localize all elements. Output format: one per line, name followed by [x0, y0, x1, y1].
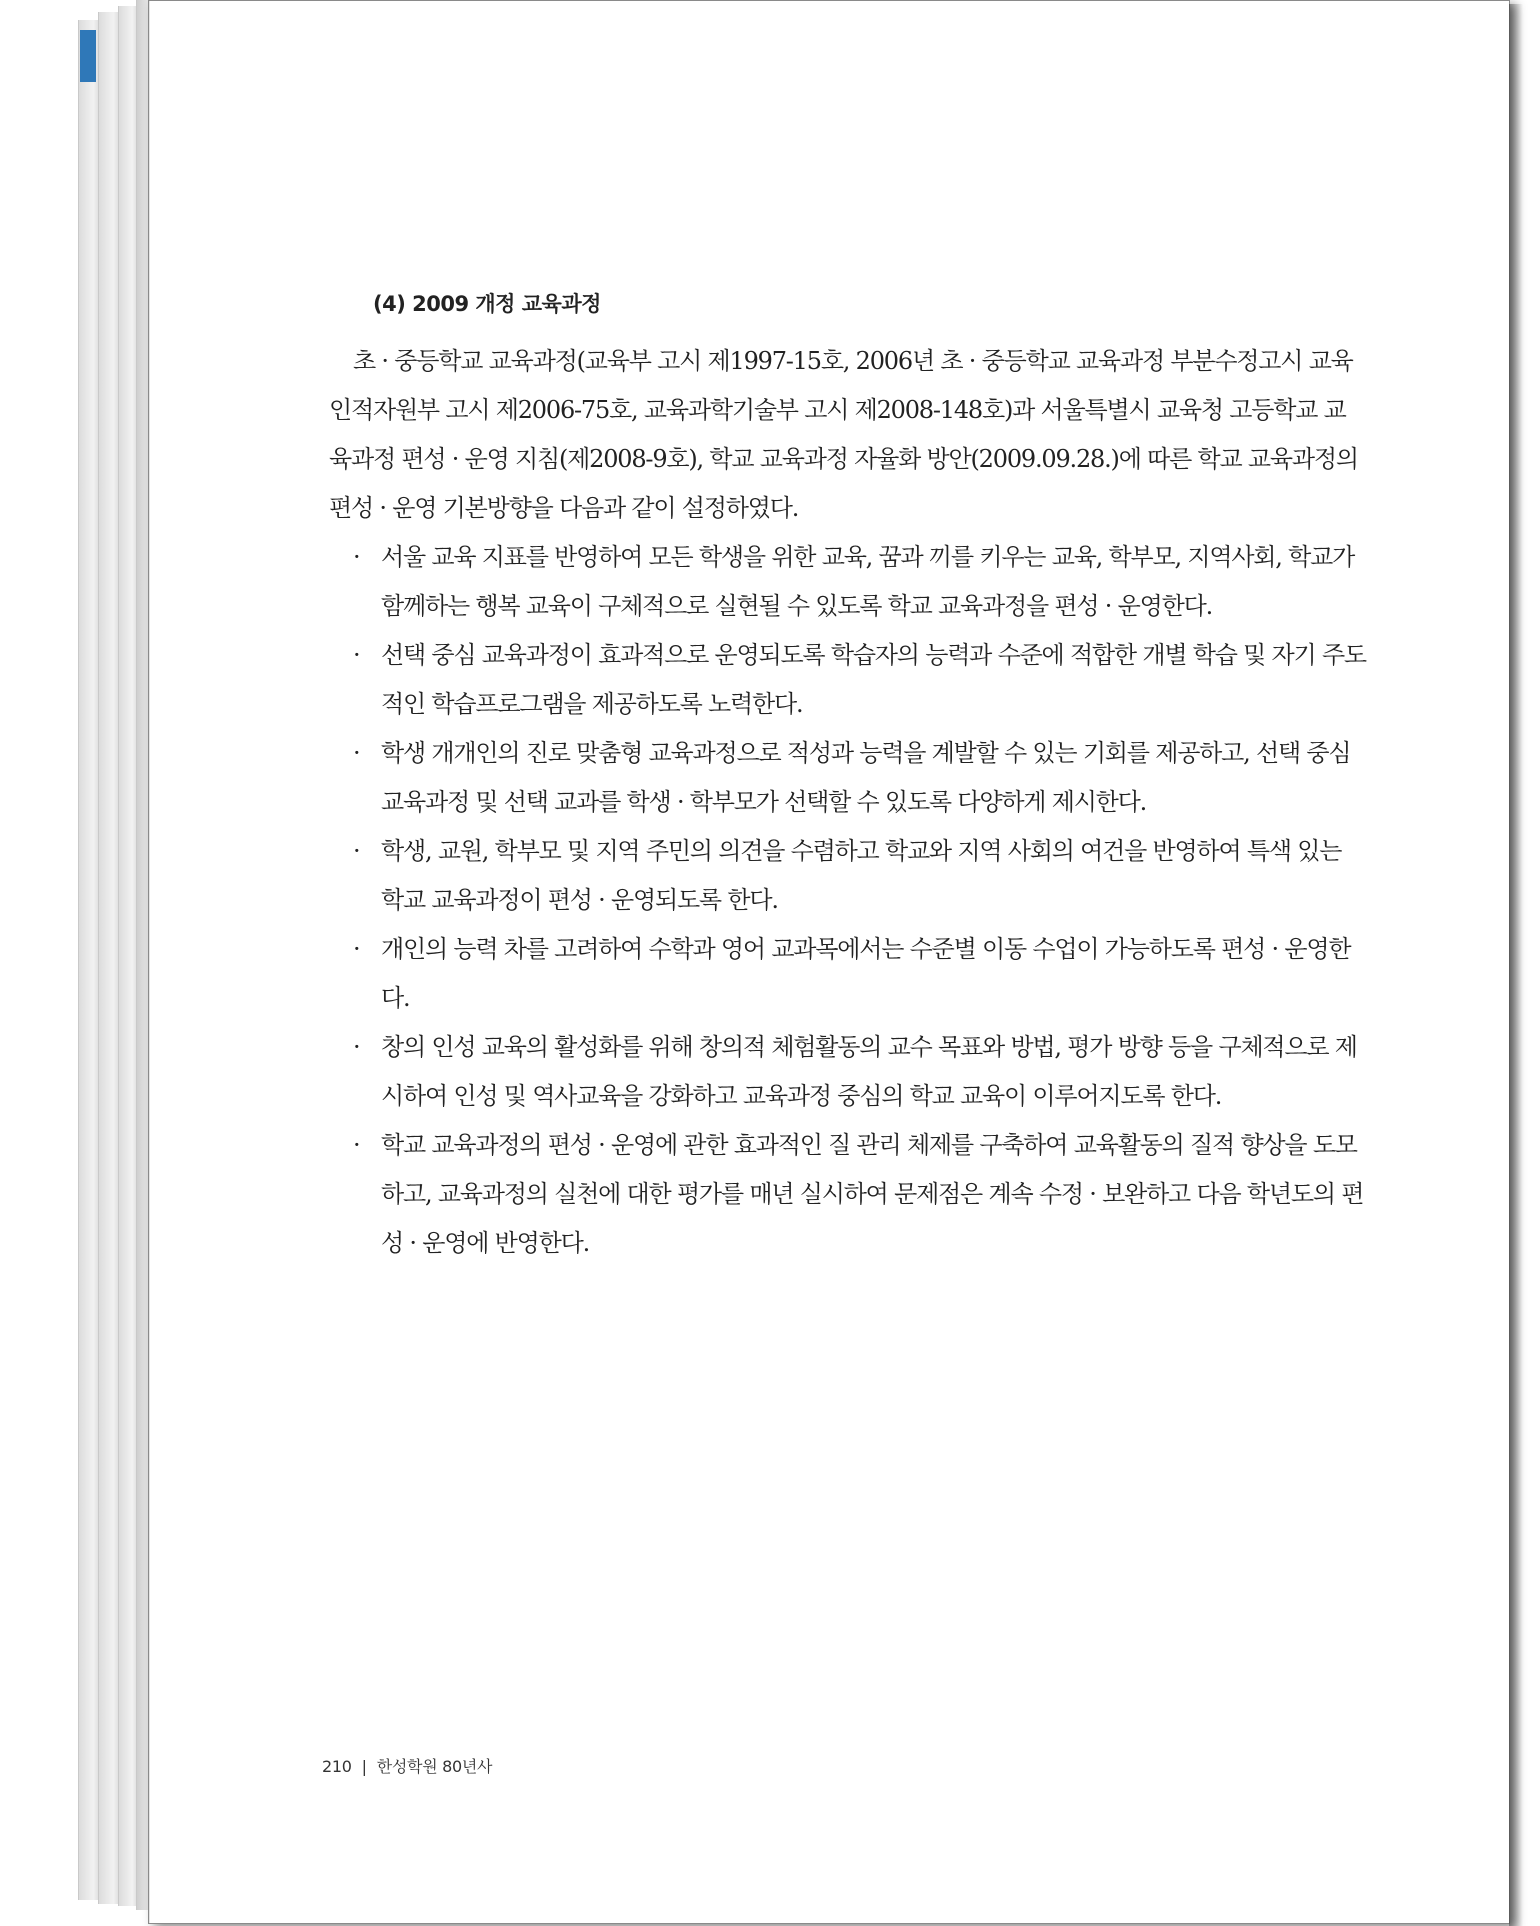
- book-title: 한성학원 80년사: [376, 1757, 493, 1776]
- chapter-tab-marker: [80, 30, 96, 82]
- bullet-marker: ·: [353, 837, 360, 865]
- bullet-item: [329, 631, 1369, 729]
- bullet-text: 개인의 능력 차를 고려하여 수학과 영어 교과목에서는 수준별 이동 수업이 가능하도록 편성 · 운영한다.: [381, 935, 1351, 1012]
- bullet-text: 학생, 교원, 학부모 및 지역 주민의 의견을 수렴하고 학교와 지역 사회의 여건을 반영하여 특색 있는 학교 교육과정이 편성 · 운영되도록 한다.: [381, 837, 1342, 914]
- bullet-marker: ·: [353, 739, 360, 767]
- bullet-marker: ·: [353, 1033, 360, 1061]
- bullet-text: 학교 교육과정의 편성 · 운영에 관한 효과적인 질 관리 체제를 구축하여 교육활동의 질적 향상을 도모하고, 교육과정의 실천에 대한 평가를 매년 실시하여 문제점은 계속 수정 · 보완하고 다음 학년도의 편성 · 운영에 반영한다.: [381, 1131, 1364, 1257]
- bullet-marker: ·: [353, 543, 360, 571]
- page-content: [329, 289, 1509, 1268]
- bullet-text: 학생 개개인의 진로 맞춤형 교육과정으로 적성과 능력을 계발할 수 있는 기회를 제공하고, 선택 중심 교육과정 및 선택 교과를 학생 · 학부모가 선택할 수 있도록 다양하게 제시한다.: [381, 739, 1351, 816]
- bullet-item: [329, 925, 1369, 1023]
- page-footer: [322, 1754, 492, 1777]
- bullet-text: 서울 교육 지표를 반영하여 모든 학생을 위한 교육, 꿈과 끼를 키우는 교육, 학부모, 지역사회, 학교가 함께하는 행복 교육이 구체적으로 실현될 수 있도록 학교 교육과정을 편성 · 운영한다.: [381, 543, 1355, 620]
- bullet-item: [329, 1023, 1369, 1121]
- bullet-item: [329, 827, 1369, 925]
- document-page: [148, 0, 1510, 1924]
- bullet-text: 창의 인성 교육의 활성화를 위해 창의적 체험활동의 교수 목표와 방법, 평가 방향 등을 구체적으로 제시하여 인성 및 역사교육을 강화하고 교육과정 중심의 학교 교육이 이루어지도록 한다.: [381, 1033, 1357, 1110]
- bullet-marker: ·: [353, 641, 360, 669]
- page-number: 210: [322, 1757, 352, 1776]
- bullet-item: [329, 1121, 1369, 1268]
- intro-paragraph: 초 · 중등학교 교육과정(교육부 고시 제1997-15호, 2006년 초 · 중등학교 교육과정 부분수정고시 교육인적자원부 고시 제2006-75호, 교육과학기술부 고시 제2008-148호)과 서울특별시 교육청 고등학교 교육과정 편성 · 운영 지침(제2008-9호), 학교 교육과정 자율화 방안(2009.09.28.)에 따른 학교 교육과정의 편성 · 운영 기본방향을 다음과 같이 설정하였다.: [329, 347, 1358, 522]
- page-shadow: [1509, 4, 1523, 1926]
- section-title: (4) 2009 개정 교육과정: [373, 292, 601, 316]
- page-edges: [78, 0, 150, 1926]
- bullet-list: [329, 533, 1369, 1268]
- bullet-marker: ·: [353, 935, 360, 963]
- bullet-item: [329, 729, 1369, 827]
- bullet-item: [329, 533, 1369, 631]
- bullet-text: 선택 중심 교육과정이 효과적으로 운영되도록 학습자의 능력과 수준에 적합한 개별 학습 및 자기 주도적인 학습프로그램을 제공하도록 노력한다.: [381, 641, 1366, 718]
- footer-separator: |: [361, 1757, 367, 1776]
- bullet-marker: ·: [353, 1131, 360, 1159]
